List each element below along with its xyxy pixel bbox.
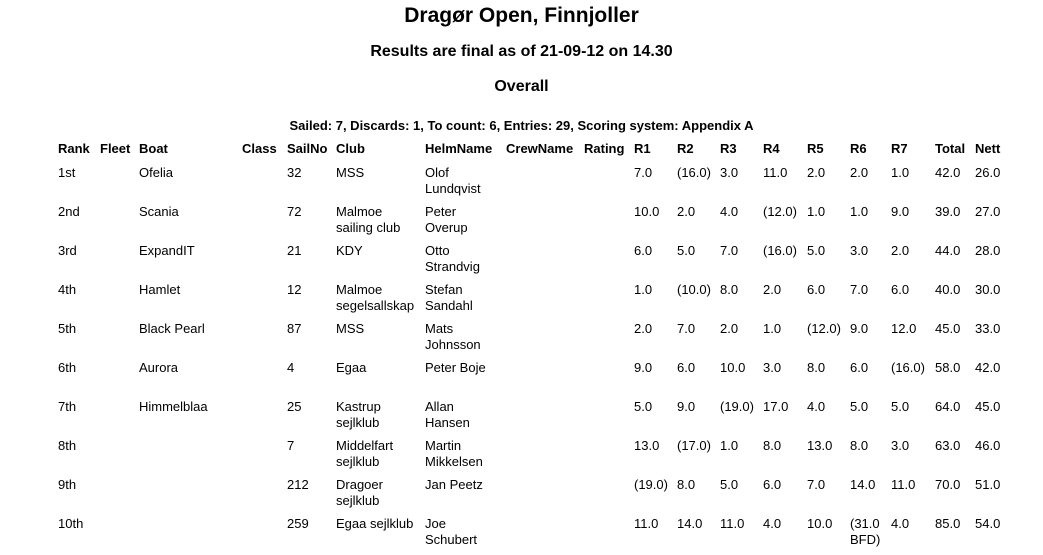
cell-r1: 11.0 bbox=[634, 516, 659, 531]
cell-r7: 2.0 bbox=[891, 243, 910, 258]
cell-rank: 3rd bbox=[58, 243, 77, 258]
cell-r6: 7.0 bbox=[850, 282, 869, 297]
cell-rating bbox=[584, 399, 634, 438]
cell-r5: 4.0 bbox=[807, 399, 826, 414]
cell-club: Kastrup sejlklub bbox=[336, 399, 381, 430]
cell-crew bbox=[506, 204, 584, 243]
column-header-r6: R6 bbox=[850, 141, 867, 156]
cell-r1: 6.0 bbox=[634, 243, 653, 258]
cell-club: MSS bbox=[336, 165, 365, 180]
cell-class bbox=[242, 399, 287, 438]
cell-r4: 1.0 bbox=[763, 321, 782, 336]
column-header-r1: R1 bbox=[634, 141, 651, 156]
table-row bbox=[58, 438, 1015, 477]
cell-sailno: 21 bbox=[287, 243, 302, 258]
cell-r3: (19.0) bbox=[720, 399, 754, 414]
table-body bbox=[58, 165, 1015, 555]
cell-total: 63.0 bbox=[935, 438, 961, 453]
cell-r7: 3.0 bbox=[891, 438, 910, 453]
cell-boat: ExpandIT bbox=[139, 243, 195, 258]
cell-nett: 54.0 bbox=[975, 516, 1001, 531]
cell-rating bbox=[584, 204, 634, 243]
table-row bbox=[58, 282, 1015, 321]
cell-total: 44.0 bbox=[935, 243, 961, 258]
cell-class bbox=[242, 360, 287, 399]
cell-nett: 28.0 bbox=[975, 243, 1001, 258]
cell-r4: (16.0) bbox=[763, 243, 797, 258]
cell-r3: 8.0 bbox=[720, 282, 739, 297]
cell-r3: 1.0 bbox=[720, 438, 739, 453]
cell-class bbox=[242, 243, 287, 282]
cell-class bbox=[242, 282, 287, 321]
cell-helm: Jan Peetz bbox=[425, 477, 483, 492]
cell-r4: 17.0 bbox=[763, 399, 789, 414]
cell-total: 45.0 bbox=[935, 321, 961, 336]
cell-fleet bbox=[100, 282, 139, 321]
column-header-rank: Rank bbox=[58, 141, 90, 156]
series-summary: Sailed: 7, Discards: 1, To count: 6, Entries: 29, Scoring system: Appendix A bbox=[289, 118, 754, 133]
cell-crew bbox=[506, 243, 584, 282]
column-header-boat: Boat bbox=[139, 141, 168, 156]
cell-nett: 51.0 bbox=[975, 477, 1001, 492]
cell-boat bbox=[139, 477, 242, 516]
cell-rating bbox=[584, 165, 634, 204]
table-row bbox=[58, 321, 1015, 360]
cell-total: 85.0 bbox=[935, 516, 961, 531]
cell-r6: 8.0 bbox=[850, 438, 869, 453]
cell-sailno: 12 bbox=[287, 282, 302, 297]
cell-fleet bbox=[100, 360, 139, 399]
column-header-r7: R7 bbox=[891, 141, 908, 156]
cell-class bbox=[242, 321, 287, 360]
cell-r6: 5.0 bbox=[850, 399, 869, 414]
cell-r1: (19.0) bbox=[634, 477, 668, 492]
cell-r2: 14.0 bbox=[677, 516, 703, 531]
cell-boat bbox=[139, 438, 242, 477]
cell-r5: 5.0 bbox=[807, 243, 826, 258]
cell-boat: Himmelblaa bbox=[139, 399, 208, 414]
cell-r7: 4.0 bbox=[891, 516, 910, 531]
cell-r1: 9.0 bbox=[634, 360, 653, 375]
cell-rank: 8th bbox=[58, 438, 77, 453]
cell-r4: 4.0 bbox=[763, 516, 782, 531]
cell-r4: 6.0 bbox=[763, 477, 782, 492]
cell-fleet bbox=[100, 477, 139, 516]
cell-r6: (31.0 BFD) bbox=[850, 516, 881, 547]
cell-r4: 11.0 bbox=[763, 165, 788, 180]
cell-r6: 3.0 bbox=[850, 243, 869, 258]
cell-fleet bbox=[100, 243, 139, 282]
cell-helm: Allan Hansen bbox=[425, 399, 470, 430]
cell-nett: 30.0 bbox=[975, 282, 1001, 297]
cell-r1: 13.0 bbox=[634, 438, 660, 453]
cell-rank: 7th bbox=[58, 399, 77, 414]
cell-rank: 10th bbox=[58, 516, 84, 531]
cell-r7: (16.0) bbox=[891, 360, 925, 375]
cell-r3: 3.0 bbox=[720, 165, 739, 180]
cell-class bbox=[242, 477, 287, 516]
cell-boat: Black Pearl bbox=[139, 321, 205, 336]
cell-sailno: 259 bbox=[287, 516, 309, 531]
cell-fleet bbox=[100, 204, 139, 243]
cell-helm: Martin Mikkelsen bbox=[425, 438, 483, 469]
cell-nett: 27.0 bbox=[975, 204, 1001, 219]
table-row bbox=[58, 477, 1015, 516]
cell-sailno: 32 bbox=[287, 165, 302, 180]
cell-r2: 8.0 bbox=[677, 477, 696, 492]
cell-boat: Hamlet bbox=[139, 282, 181, 297]
column-header-r2: R2 bbox=[677, 141, 694, 156]
cell-sailno: 7 bbox=[287, 438, 295, 453]
page-title: Dragør Open, Finnjoller bbox=[404, 4, 639, 27]
cell-club: KDY bbox=[336, 243, 363, 258]
cell-r6: 2.0 bbox=[850, 165, 869, 180]
table-row bbox=[58, 360, 1015, 399]
cell-total: 58.0 bbox=[935, 360, 961, 375]
cell-class bbox=[242, 516, 287, 555]
cell-boat: Ofelia bbox=[139, 165, 173, 180]
cell-r1: 2.0 bbox=[634, 321, 653, 336]
column-header-nett: Nett bbox=[975, 141, 1001, 156]
cell-r2: (10.0) bbox=[677, 282, 711, 297]
cell-nett: 42.0 bbox=[975, 360, 1001, 375]
table-row bbox=[58, 516, 1015, 555]
cell-class bbox=[242, 165, 287, 204]
cell-rank: 6th bbox=[58, 360, 77, 375]
cell-r1: 5.0 bbox=[634, 399, 653, 414]
cell-nett: 45.0 bbox=[975, 399, 1001, 414]
column-header-fleet: Fleet bbox=[100, 141, 131, 156]
cell-crew bbox=[506, 282, 584, 321]
cell-rating bbox=[584, 438, 634, 477]
table-row bbox=[58, 399, 1015, 438]
cell-helm: Olof Lundqvist bbox=[425, 165, 481, 196]
cell-club: Malmoe sailing club bbox=[336, 204, 401, 235]
cell-fleet bbox=[100, 438, 139, 477]
cell-club: Egaa bbox=[336, 360, 367, 375]
cell-total: 39.0 bbox=[935, 204, 961, 219]
cell-crew bbox=[506, 477, 584, 516]
cell-r7: 9.0 bbox=[891, 204, 910, 219]
cell-club: Middelfart sejlklub bbox=[336, 438, 394, 469]
cell-club: MSS bbox=[336, 321, 365, 336]
cell-fleet bbox=[100, 321, 139, 360]
cell-r5: 13.0 bbox=[807, 438, 833, 453]
cell-fleet bbox=[100, 399, 139, 438]
cell-total: 40.0 bbox=[935, 282, 961, 297]
cell-r6: 14.0 bbox=[850, 477, 876, 492]
cell-sailno: 4 bbox=[287, 360, 295, 375]
cell-r5: 6.0 bbox=[807, 282, 826, 297]
cell-r2: 7.0 bbox=[677, 321, 696, 336]
column-header-total: Total bbox=[935, 141, 966, 156]
cell-boat: Aurora bbox=[139, 360, 179, 375]
cell-r2: 2.0 bbox=[677, 204, 696, 219]
cell-helm: Mats Johnsson bbox=[425, 321, 481, 352]
cell-helm: Joe Schubert bbox=[425, 516, 478, 547]
cell-crew bbox=[506, 321, 584, 360]
results-status: Results are final as of 21-09-12 on 14.30 bbox=[370, 43, 673, 60]
cell-r4: 8.0 bbox=[763, 438, 782, 453]
cell-r3: 7.0 bbox=[720, 243, 739, 258]
cell-r7: 1.0 bbox=[891, 165, 910, 180]
cell-nett: 26.0 bbox=[975, 165, 1001, 180]
column-header-r5: R5 bbox=[807, 141, 824, 156]
cell-r5: 7.0 bbox=[807, 477, 826, 492]
cell-rating bbox=[584, 516, 634, 555]
cell-boat: Scania bbox=[139, 204, 179, 219]
cell-sailno: 212 bbox=[287, 477, 309, 492]
cell-r2: 6.0 bbox=[677, 360, 696, 375]
cell-club: Egaa sejlklub bbox=[336, 516, 414, 531]
cell-rating bbox=[584, 321, 634, 360]
cell-sailno: 25 bbox=[287, 399, 302, 414]
cell-r6: 9.0 bbox=[850, 321, 869, 336]
cell-club: Malmoe segelsallskap bbox=[336, 282, 415, 313]
cell-rating bbox=[584, 477, 634, 516]
cell-fleet bbox=[100, 165, 139, 204]
column-header-club: Club bbox=[336, 141, 365, 156]
cell-class bbox=[242, 204, 287, 243]
cell-r5: 1.0 bbox=[807, 204, 826, 219]
cell-r5: 8.0 bbox=[807, 360, 826, 375]
cell-r2: (16.0) bbox=[677, 165, 711, 180]
cell-r2: (17.0) bbox=[677, 438, 711, 453]
cell-r4: (12.0) bbox=[763, 204, 797, 219]
results-table bbox=[58, 141, 1015, 555]
cell-boat bbox=[139, 516, 242, 555]
cell-r1: 1.0 bbox=[634, 282, 653, 297]
table-header-row bbox=[58, 141, 1015, 165]
cell-nett: 33.0 bbox=[975, 321, 1001, 336]
cell-r7: 5.0 bbox=[891, 399, 910, 414]
cell-rating bbox=[584, 360, 634, 399]
cell-helm: Stefan Sandahl bbox=[425, 282, 473, 313]
cell-r7: 6.0 bbox=[891, 282, 910, 297]
cell-r7: 12.0 bbox=[891, 321, 917, 336]
table-row bbox=[58, 204, 1015, 243]
cell-crew bbox=[506, 438, 584, 477]
cell-rank: 4th bbox=[58, 282, 77, 297]
column-header-r3: R3 bbox=[720, 141, 737, 156]
table-row bbox=[58, 243, 1015, 282]
cell-r3: 11.0 bbox=[720, 516, 745, 531]
cell-r4: 3.0 bbox=[763, 360, 782, 375]
cell-rating bbox=[584, 282, 634, 321]
cell-r3: 2.0 bbox=[720, 321, 739, 336]
column-header-crewname: CrewName bbox=[506, 141, 574, 156]
cell-helm: Peter Overup bbox=[425, 204, 468, 235]
cell-crew bbox=[506, 165, 584, 204]
cell-r6: 6.0 bbox=[850, 360, 869, 375]
cell-rank: 2nd bbox=[58, 204, 80, 219]
cell-r6: 1.0 bbox=[850, 204, 869, 219]
column-header-r4: R4 bbox=[763, 141, 780, 156]
cell-r4: 2.0 bbox=[763, 282, 782, 297]
cell-helm: Otto Strandvig bbox=[425, 243, 480, 274]
cell-crew bbox=[506, 516, 584, 555]
cell-crew bbox=[506, 360, 584, 399]
cell-fleet bbox=[100, 516, 139, 555]
cell-r5: (12.0) bbox=[807, 321, 841, 336]
column-header-sailno: SailNo bbox=[287, 141, 328, 156]
cell-rank: 5th bbox=[58, 321, 77, 336]
cell-nett: 46.0 bbox=[975, 438, 1001, 453]
cell-helm: Peter Boje bbox=[425, 360, 486, 375]
cell-r7: 11.0 bbox=[891, 477, 916, 492]
cell-rating bbox=[584, 243, 634, 282]
cell-rank: 9th bbox=[58, 477, 77, 492]
cell-sailno: 87 bbox=[287, 321, 302, 336]
column-header-helmname: HelmName bbox=[425, 141, 493, 156]
cell-club: Dragoer sejlklub bbox=[336, 477, 383, 508]
cell-r2: 9.0 bbox=[677, 399, 696, 414]
cell-total: 64.0 bbox=[935, 399, 961, 414]
column-header-class: Class bbox=[242, 141, 277, 156]
cell-r1: 7.0 bbox=[634, 165, 653, 180]
cell-r3: 5.0 bbox=[720, 477, 739, 492]
cell-r5: 10.0 bbox=[807, 516, 833, 531]
cell-class bbox=[242, 438, 287, 477]
cell-rank: 1st bbox=[58, 165, 76, 180]
cell-total: 42.0 bbox=[935, 165, 961, 180]
cell-r5: 2.0 bbox=[807, 165, 826, 180]
cell-r3: 10.0 bbox=[720, 360, 746, 375]
cell-sailno: 72 bbox=[287, 204, 302, 219]
column-header-rating: Rating bbox=[584, 141, 625, 156]
table-row bbox=[58, 165, 1015, 204]
section-heading: Overall bbox=[494, 78, 549, 95]
cell-r1: 10.0 bbox=[634, 204, 660, 219]
cell-r3: 4.0 bbox=[720, 204, 739, 219]
cell-crew bbox=[506, 399, 584, 438]
cell-r2: 5.0 bbox=[677, 243, 696, 258]
cell-total: 70.0 bbox=[935, 477, 961, 492]
